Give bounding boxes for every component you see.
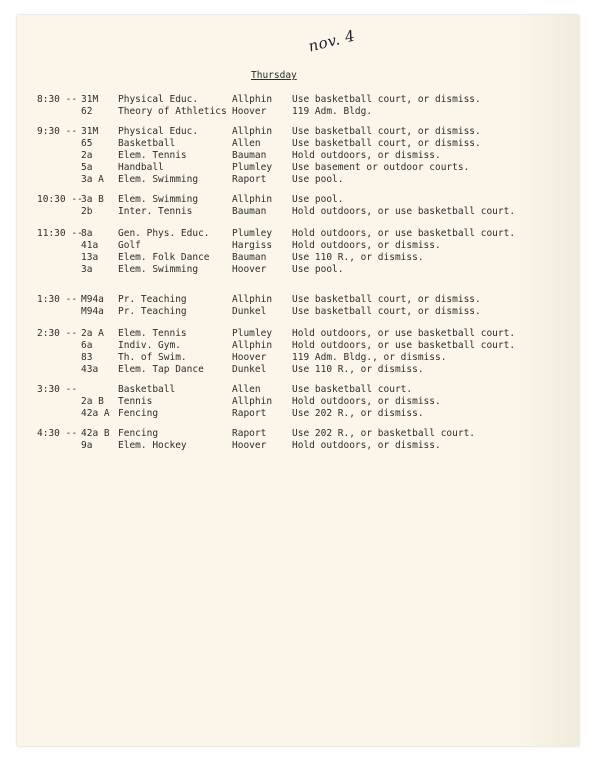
- location-note: Use 202 R., or basketball court.: [292, 428, 476, 439]
- course-code: 6a: [81, 340, 93, 351]
- location-note: Use basketball court.: [292, 384, 413, 395]
- location-note: Hold outdoors, or use basketball court.: [292, 340, 516, 351]
- course-name: Fencing: [118, 428, 159, 439]
- course-name: Pr. Teaching: [118, 306, 187, 317]
- course-code: 9a: [81, 440, 93, 451]
- instructor: Hoover: [232, 264, 267, 275]
- location-note: Hold outdoors, or dismiss.: [292, 150, 441, 161]
- instructor: Allphin: [232, 194, 273, 205]
- course-code: 42a A: [81, 408, 110, 419]
- course-name: Elem. Hockey: [118, 440, 187, 451]
- course-code: 65: [81, 138, 93, 149]
- instructor: Bauman: [232, 150, 267, 161]
- course-code: 83: [81, 352, 93, 363]
- course-code: 5a: [81, 162, 93, 173]
- location-note: Use basketball court, or dismiss.: [292, 126, 481, 137]
- time-slot: 2:30 --: [37, 328, 78, 339]
- course-code: 2a: [81, 150, 93, 161]
- time-slot: 8:30 --: [37, 94, 78, 105]
- course-name: Indiv. Gym.: [118, 340, 181, 351]
- location-note: Use basketball court, or dismiss.: [292, 138, 481, 149]
- location-note: Use 110 R., or dismiss.: [292, 364, 424, 375]
- instructor: Dunkel: [232, 364, 267, 375]
- location-note: 119 Adm. Bldg.: [292, 106, 373, 117]
- course-name: Inter. Tennis: [118, 206, 193, 217]
- course-name: Elem. Folk Dance: [118, 252, 210, 263]
- course-code: 31M: [81, 94, 99, 105]
- course-name: Elem. Swimming: [118, 264, 199, 275]
- course-code: 8a: [81, 228, 93, 239]
- time-slot: 9:30 --: [37, 126, 78, 137]
- instructor: Plumley: [232, 328, 273, 339]
- course-code: 2a B: [81, 396, 104, 407]
- course-name: Theory of Athletics: [118, 106, 227, 117]
- course-code: 2b: [81, 206, 93, 217]
- course-code: 42a B: [81, 428, 110, 439]
- instructor: Allen: [232, 384, 261, 395]
- course-name: Basketball: [118, 384, 176, 395]
- course-name: Elem. Swimming: [118, 174, 199, 185]
- location-note: Hold outdoors, or use basketball court.: [292, 206, 516, 217]
- course-name: Tennis: [118, 396, 153, 407]
- course-name: Handball: [118, 162, 164, 173]
- instructor: Plumley: [232, 162, 273, 173]
- course-code: 3a B: [81, 194, 104, 205]
- course-name: Elem. Swimming: [118, 194, 199, 205]
- instructor: Allen: [232, 138, 261, 149]
- instructor: Hoover: [232, 352, 267, 363]
- course-code: 43a: [81, 364, 99, 375]
- instructor: Bauman: [232, 252, 267, 263]
- course-name: Gen. Phys. Educ.: [118, 228, 210, 239]
- instructor: Hoover: [232, 440, 267, 451]
- time-slot: 1:30 --: [37, 294, 78, 305]
- course-name: Basketball: [118, 138, 176, 149]
- instructor: Allphin: [232, 396, 273, 407]
- instructor: Raport: [232, 174, 267, 185]
- location-note: Use basketball court, or dismiss.: [292, 306, 481, 317]
- instructor: Allphin: [232, 340, 273, 351]
- course-name: Th. of Swim.: [118, 352, 187, 363]
- location-note: Use pool.: [292, 194, 344, 205]
- course-code: 62: [81, 106, 93, 117]
- course-name: Physical Educ.: [118, 126, 199, 137]
- handwritten-date-note: nov. 4: [306, 26, 357, 56]
- course-name: Fencing: [118, 408, 159, 419]
- location-note: Use pool.: [292, 174, 344, 185]
- instructor: Hoover: [232, 106, 267, 117]
- course-name: Elem. Tennis: [118, 328, 187, 339]
- instructor: Allphin: [232, 294, 273, 305]
- location-note: Use basketball court, or dismiss.: [292, 294, 481, 305]
- time-slot: 10:30 --: [37, 194, 83, 205]
- course-name: Pr. Teaching: [118, 294, 187, 305]
- course-code: 3a: [81, 264, 93, 275]
- course-code: 13a: [81, 252, 99, 263]
- location-note: Hold outdoors, or dismiss.: [292, 240, 441, 251]
- location-note: Hold outdoors, or dismiss.: [292, 440, 441, 451]
- course-code: 41a: [81, 240, 99, 251]
- instructor: Bauman: [232, 206, 267, 217]
- course-name: Elem. Tap Dance: [118, 364, 204, 375]
- instructor: Plumley: [232, 228, 273, 239]
- instructor: Raport: [232, 408, 267, 419]
- instructor: Allphin: [232, 94, 273, 105]
- course-name: Elem. Tennis: [118, 150, 187, 161]
- day-heading: Thursday: [251, 70, 297, 81]
- course-name: Physical Educ.: [118, 94, 199, 105]
- instructor: Hargiss: [232, 240, 273, 251]
- course-code: 2a A: [81, 328, 104, 339]
- course-code: M94a: [81, 306, 104, 317]
- time-slot: 11:30 --: [37, 228, 83, 239]
- time-slot: 3:30 --: [37, 384, 78, 395]
- instructor: Raport: [232, 428, 267, 439]
- course-name: Golf: [118, 240, 141, 251]
- time-slot: 4:30 --: [37, 428, 78, 439]
- location-note: 119 Adm. Bldg., or dismiss.: [292, 352, 447, 363]
- location-note: Hold outdoors, or dismiss.: [292, 396, 441, 407]
- location-note: Use basement or outdoor courts.: [292, 162, 470, 173]
- location-note: Use pool.: [292, 264, 344, 275]
- instructor: Allphin: [232, 126, 273, 137]
- location-note: Hold outdoors, or use basketball court.: [292, 228, 516, 239]
- course-code: 31M: [81, 126, 99, 137]
- location-note: Hold outdoors, or use basketball court.: [292, 328, 516, 339]
- location-note: Use 110 R., or dismiss.: [292, 252, 424, 263]
- course-code: 3a A: [81, 174, 104, 185]
- location-note: Use basketball court, or dismiss.: [292, 94, 481, 105]
- location-note: Use 202 R., or dismiss.: [292, 408, 424, 419]
- instructor: Dunkel: [232, 306, 267, 317]
- course-code: M94a: [81, 294, 104, 305]
